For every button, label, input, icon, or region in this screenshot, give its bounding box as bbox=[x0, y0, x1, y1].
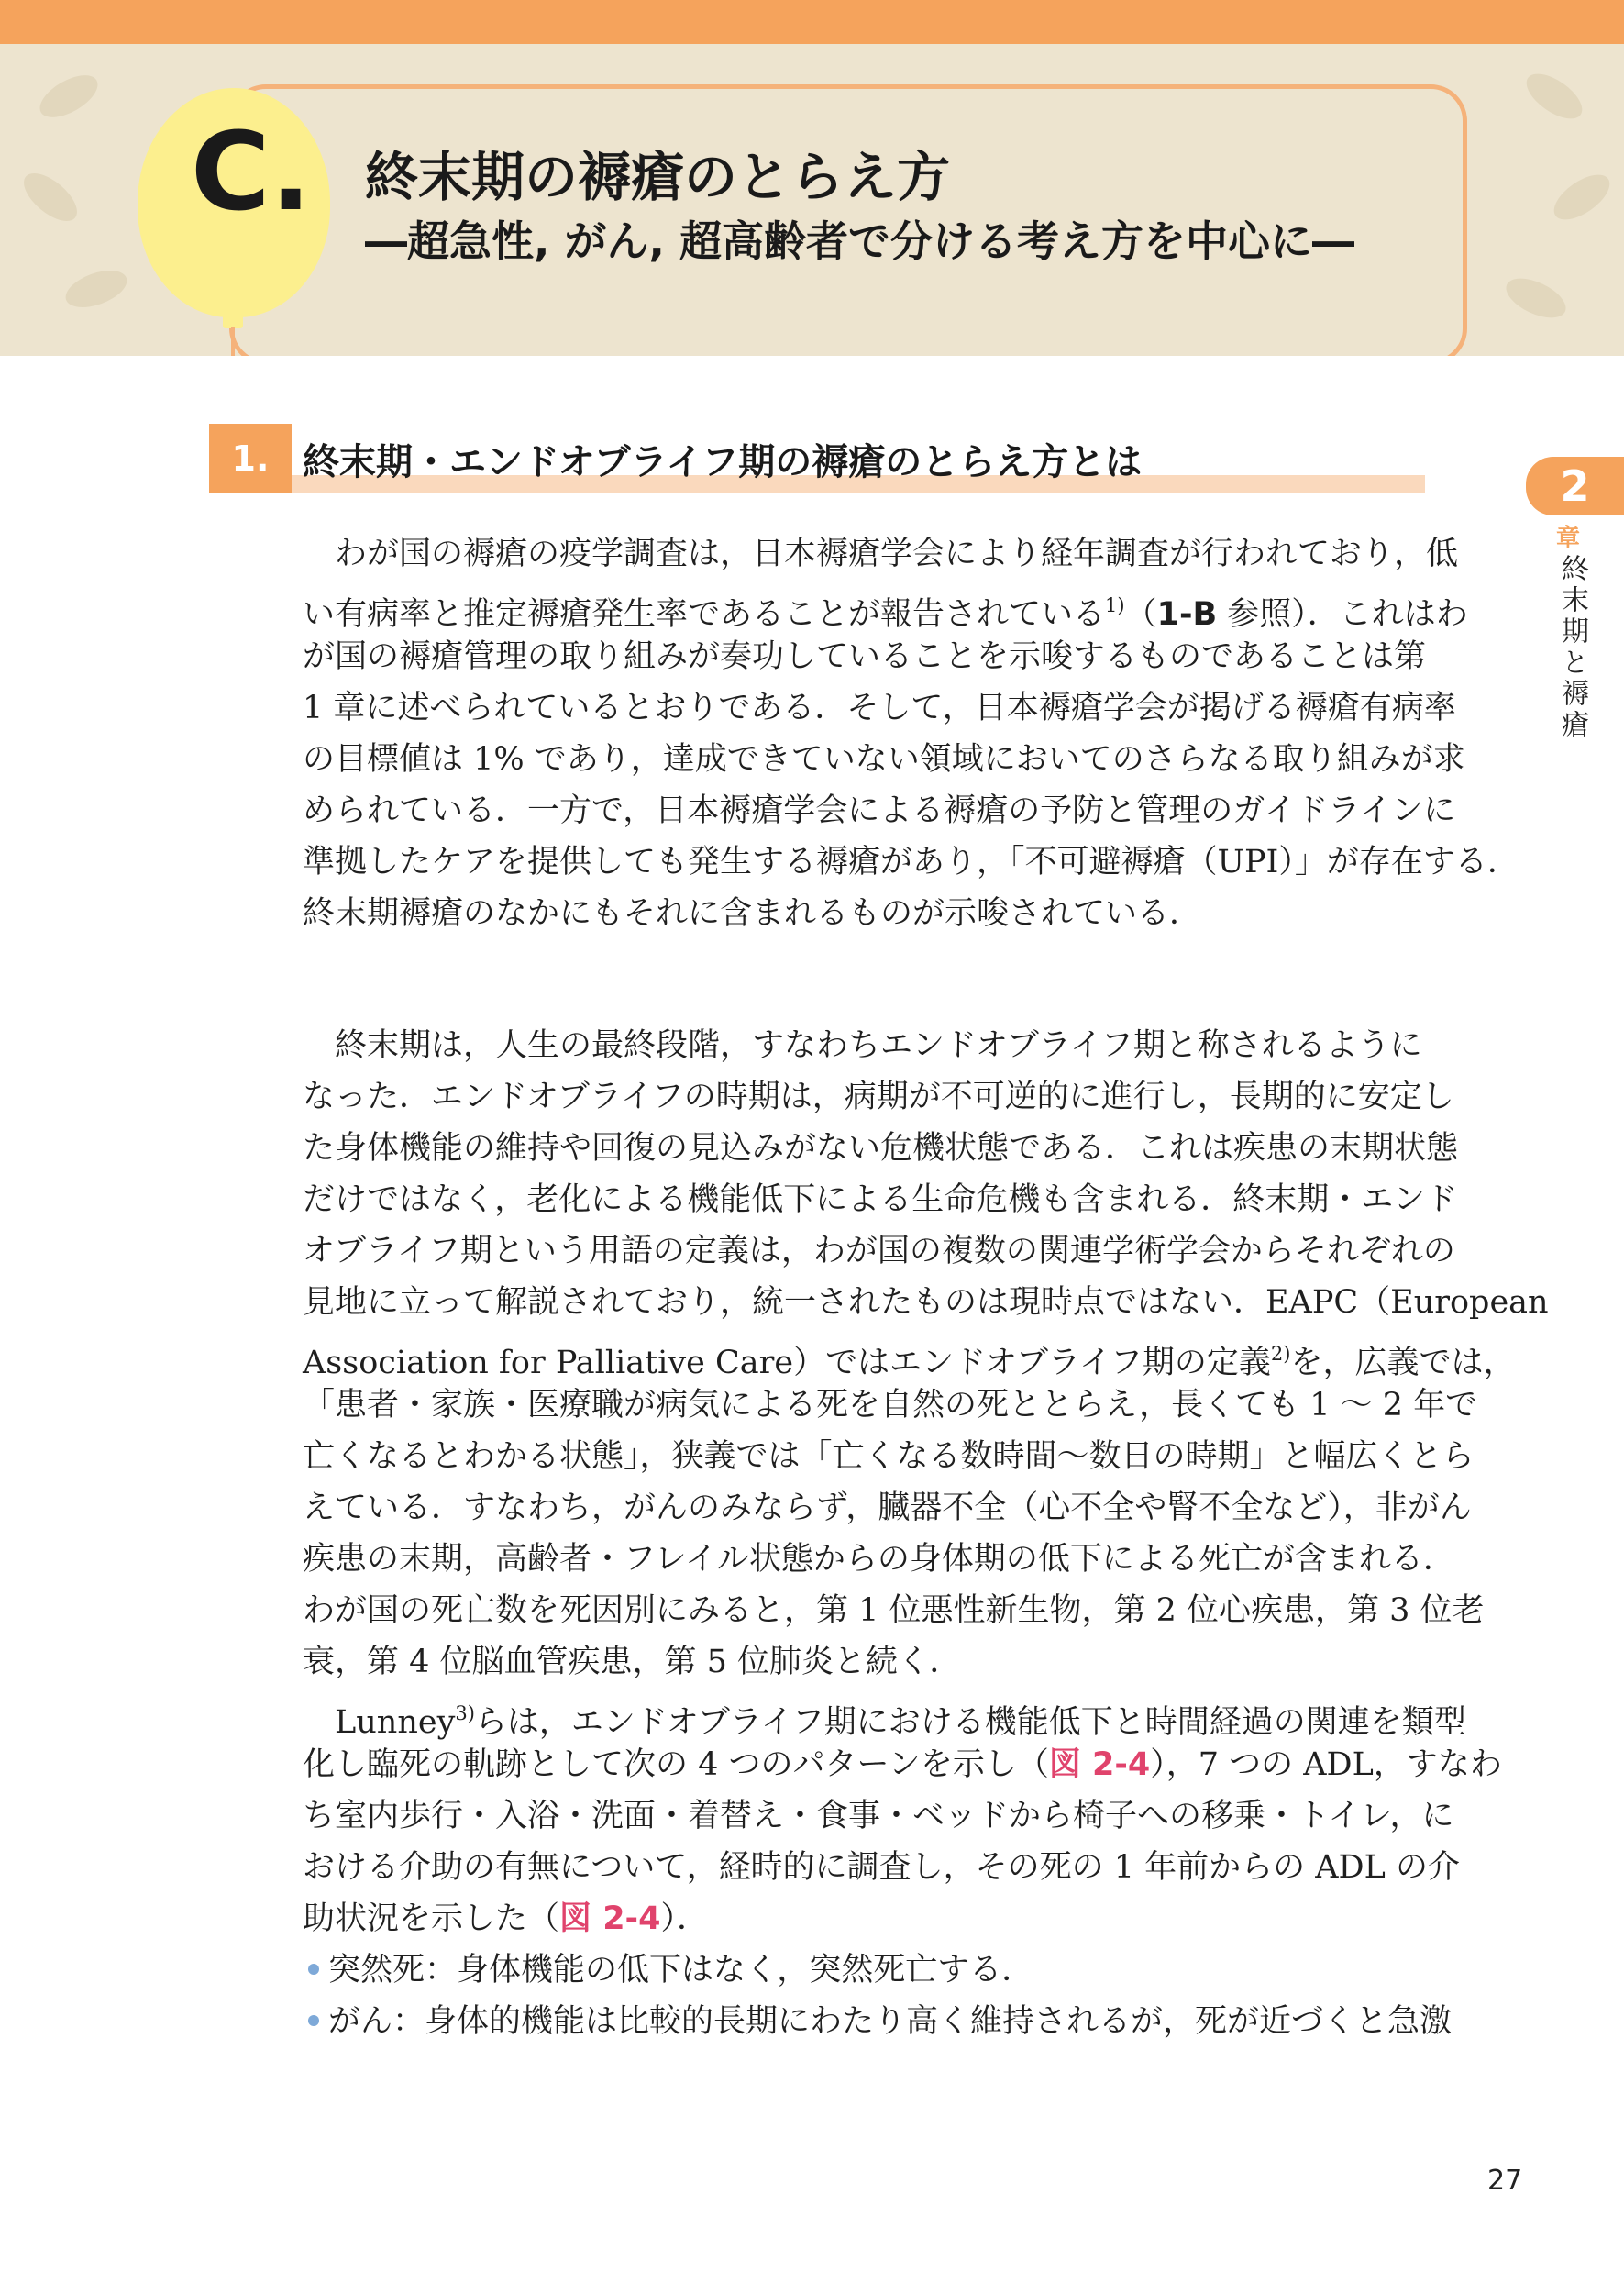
leaf-decoration bbox=[33, 67, 105, 126]
paragraph-3 bbox=[303, 1688, 1502, 2047]
paragraph-2 bbox=[303, 1020, 1549, 1688]
balloon-knot bbox=[223, 310, 243, 328]
header-top-strip bbox=[0, 0, 1624, 44]
text-line: だけではなく，老化による機能低下による生命危機も含まれる．終末期・エンド bbox=[303, 1181, 1458, 1218]
chapter-letter: C. bbox=[191, 108, 312, 235]
text-fragment: Lunney bbox=[303, 1704, 456, 1741]
text-line: 疾患の末期，高齢者・フレイル状態からの身体期の低下による死亡が含まれる． bbox=[303, 1541, 1455, 1578]
text-line: 1 章に述べられているとおりである．そして，日本褥瘡学会が掲げる褥瘡有病率 bbox=[303, 690, 1456, 726]
text-line bbox=[303, 1688, 1466, 1741]
balloon-string bbox=[231, 327, 235, 356]
text-line: 準拠したケアを提供しても発生する褥瘡があり，「不可避褥瘡（UPI）」が存在する． bbox=[303, 844, 1519, 881]
text-fragment: 助状況を示した（ bbox=[303, 1900, 560, 1937]
bullet-text: 突然死：身体機能の低下はなく，突然死亡する． bbox=[328, 1952, 1034, 1988]
text-line: 見地に立って解説されており，統一されたものは現時点ではない．EAPC（European bbox=[303, 1284, 1549, 1321]
bullet-dot-icon bbox=[308, 2015, 319, 2026]
section-title: 終末期・エンドオブライフ期の褥瘡のとらえ方とは bbox=[303, 441, 1143, 483]
text-line: ち室内歩行・入浴・洗面・着替え・食事・ベッドから椅子への移乗・トイレ，に bbox=[303, 1798, 1454, 1834]
figure-reference[interactable]: 図 2-4 bbox=[1048, 1746, 1151, 1783]
text-line: 終末期は，人生の最終段階，すなわちエンドオブライフ期と称されるように bbox=[303, 1027, 1422, 1064]
leaf-decoration bbox=[61, 263, 131, 315]
text-fragment: らは，エンドオブライフ期における機能低下と時間経過の関連を類型 bbox=[474, 1704, 1466, 1741]
text-fragment: ）． bbox=[660, 1900, 709, 1937]
page-number: 27 bbox=[1487, 2165, 1523, 2197]
citation-superscript: 1) bbox=[1105, 594, 1125, 616]
text-line: た身体機能の維持や回復の見込みがない危機状態である．これは疾患の末期状態 bbox=[303, 1130, 1459, 1167]
text-line: が国の褥瘡管理の取り組みが奏功していることを示唆するものであることは第 bbox=[303, 638, 1427, 675]
citation-superscript: 2) bbox=[1270, 1343, 1291, 1365]
page-subtitle: ―超急性, がん, 超高齢者で分ける考え方を中心に― bbox=[365, 216, 1354, 266]
text-line: 「患者・家族・医療職が病気による死を自然の死ととらえ，長くても 1 ～ 2 年で bbox=[303, 1387, 1478, 1423]
text-fragment: Association for Palliative Care）ではエンドオブライフ期の定義 bbox=[303, 1345, 1271, 1381]
text-fragment: 化し臨死の軌跡として次の 4 つのパターンを示し（ bbox=[303, 1746, 1049, 1783]
text-fragment: い有病率と推定褥瘡発生率であることが報告されている bbox=[303, 596, 1106, 633]
text-line: えている．すなわち，がんのみならず，臓器不全（心不全や腎不全など），非がん bbox=[303, 1490, 1472, 1526]
text-line bbox=[303, 1328, 1516, 1381]
bullet-item bbox=[303, 1944, 1429, 1996]
chapter-tab-number: 2 bbox=[1526, 457, 1624, 515]
page-title: 終末期の褥瘡のとらえ方 bbox=[365, 146, 951, 208]
text-line: わが国の褥瘡の疫学調査は，日本褥瘡学会により経年調査が行われており，低 bbox=[303, 536, 1459, 572]
text-line: められている．一方で，日本褥瘡学会による褥瘡の予防と管理のガイドラインに bbox=[303, 792, 1456, 829]
text-line bbox=[303, 1739, 1502, 1790]
chapter-tab-label: 章 bbox=[1556, 525, 1581, 552]
bullet-item bbox=[303, 1996, 1453, 2047]
text-line: おける介助の有無について，経時的に調査し，その死の 1 年前からの ADL の介 bbox=[303, 1849, 1460, 1886]
text-fragment: を，広義では， bbox=[1290, 1345, 1516, 1381]
leaf-decoration bbox=[1519, 65, 1590, 127]
leaf-decoration bbox=[16, 164, 84, 229]
text-line: 亡くなるとわかる状態」，狭義では「亡くなる数時間～数日の時期」と幅広くとら bbox=[303, 1438, 1475, 1475]
text-line bbox=[303, 580, 1468, 633]
chapter-tab-title: 終末期と褥瘡 bbox=[1556, 554, 1588, 741]
text-fragment: 参照）．これはわ bbox=[1217, 596, 1468, 633]
text-fragment: ），7 つの ADL，すなわ bbox=[1150, 1746, 1502, 1783]
cross-reference[interactable]: 1-B bbox=[1156, 596, 1218, 633]
text-line: の目標値は 1% であり，達成できていない領域においてのさらなる取り組みが求 bbox=[303, 741, 1465, 778]
paragraph-1 bbox=[303, 528, 1519, 939]
text-line bbox=[303, 1893, 1429, 1944]
text-fragment: （ bbox=[1124, 596, 1157, 633]
text-line: 衰，第 4 位脳血管疾患，第 5 位肺炎と続く． bbox=[303, 1644, 962, 1680]
text-line: わが国の死亡数を死因別にみると，第 1 位悪性新生物，第 2 位心疾患，第 3 位老 bbox=[303, 1592, 1485, 1629]
text-line: オブライフ期という用語の定義は，わが国の複数の関連学術学会からそれぞれの bbox=[303, 1233, 1455, 1269]
text-line: なった．エンドオブライフの時期は，病期が不可逆的に進行し，長期的に安定し bbox=[303, 1079, 1454, 1115]
bullet-text: がん：身体的機能は比較的長期にわたり高く維持されるが，死が近づくと急激 bbox=[328, 2003, 1453, 2040]
leaf-decoration bbox=[1500, 271, 1572, 326]
section-number: 1. bbox=[209, 424, 292, 493]
citation-superscript: 3) bbox=[455, 1702, 475, 1724]
bullet-dot-icon bbox=[308, 1964, 319, 1975]
leaf-decoration bbox=[1547, 166, 1618, 228]
figure-reference[interactable]: 図 2-4 bbox=[559, 1900, 661, 1937]
text-line: 終末期褥瘡のなかにもそれに含まれるものが示唆されている． bbox=[303, 895, 1202, 932]
